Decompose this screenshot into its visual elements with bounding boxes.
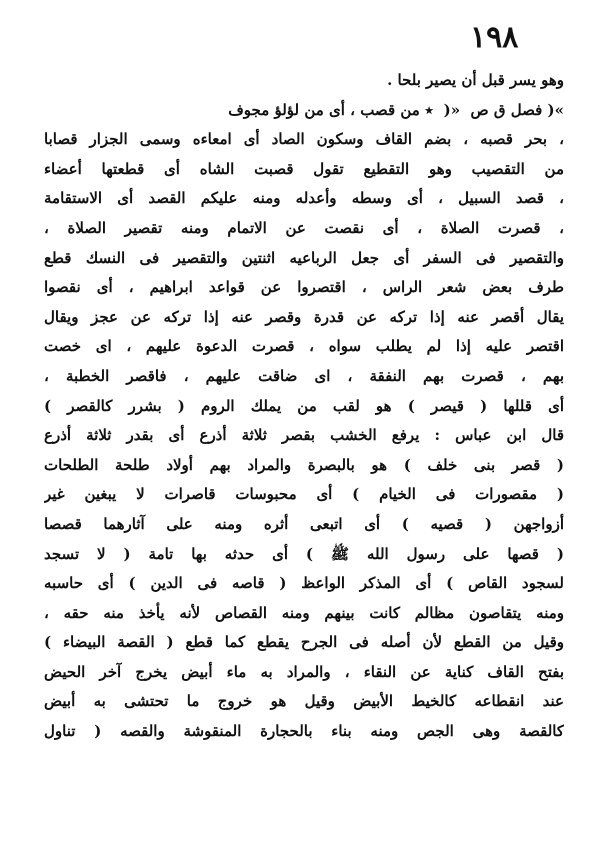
text-line: والتقصير فى السفر أى جعل الرباعيه اثنتين والتقصير فى النسك قطع [44,248,564,267]
page-number: ١٩٨ [470,20,519,55]
text-line: ، بحر قصبه ، بضم القاف وسكون الصاد أى امعاءه وسمى الجزار قصابا [44,130,564,149]
text-line: اقتصر عليه إذا لم يطلب سواه ، قصرت الدعوة عليهم ، اى خصت [44,337,564,356]
text-line: كالقصة وهى الجص ومنه بناء بالحجارة المنقوشة والقصه ( تناول [44,722,564,741]
text-line: أزواجهن ( قصيه ) أى اتبعى أثره ومنه على آثارهما قصصا [44,514,564,533]
text-line: عند انقطاعه كالخيط الأبيض وقيل هو خروج ما تحتشى به أبيض [44,692,564,711]
text-line: قال ابن عباس : يرفع الخشب بقصر ثلاثة أذرع أى بقدر ثلاثة أذرع [44,426,564,445]
text-line: وقيل من القطع لأن أصله فى الجرح يقطع كما قطع ( القصة البيضاء ) [44,633,564,652]
text-line: طرف بعض شعر الراس ، اقتصروا عن قواعد ابراهيم ، أى نقصوا [44,278,564,297]
text-line: بفتح القاف كناية عن النقاء ، والمراد به ماء أبيض يخرج آخر الحيض [44,662,564,681]
text-line: ومنه يتقاصون مظالم كانت بينهم ومنه القصاص لأنه يأخذ منه حقه ، [44,603,564,622]
text-line: وهو يسر قبل أن يصير بلحا . [387,71,564,89]
text-line: أى قللها ( قيصر ) هو لقب من يملك الروم ( بشرر كالقصر ) [44,396,564,415]
text-line: ، قصد السبيل ، أى وسطه وأعدله ومنه عليكم القصد أى الاستقامة [44,189,564,208]
text-line: يقال أقصر عنه إذا تركه عن قدرة وقصر عنه إذا تركه عن عجز ويقال [44,307,564,326]
text-line: ( قصها على رسول الله ﷺ ) أى حدثه بها تامة ( لا تسجد [44,544,564,563]
text-line: لسجود القاص ) أى المذكر الواعظ ( قاصه فى الدين ) أى حاسبه [44,574,564,593]
text-line: ، قصرت الصلاة ، أى نقصت عن الاتمام ومنه تقصير الصلاة ، [44,218,564,237]
text-line: بهم ، قصرت بهم النفقة ، اى ضاقت عليهم ، فاقصر الخطبة ، [44,366,564,385]
text-line: من التقصيب وهو التقطيع تقول قصبت الشاه أى قطعتها أعضاء [44,159,564,178]
text-line: ( مقصورات فى الخيام ) أى محبوسات قاصرات لا يبغين غير [44,485,564,504]
text-line: »( فصل ق ص ‏ «( ‏ ٭ من قصب ، أى من لؤلؤ مجوف [228,100,564,119]
text-line: ( قصر بنى خلف ) هو بالبصرة والمراد بهم أولاد طلحة الطلحات [44,455,564,474]
body-text [44,66,564,747]
